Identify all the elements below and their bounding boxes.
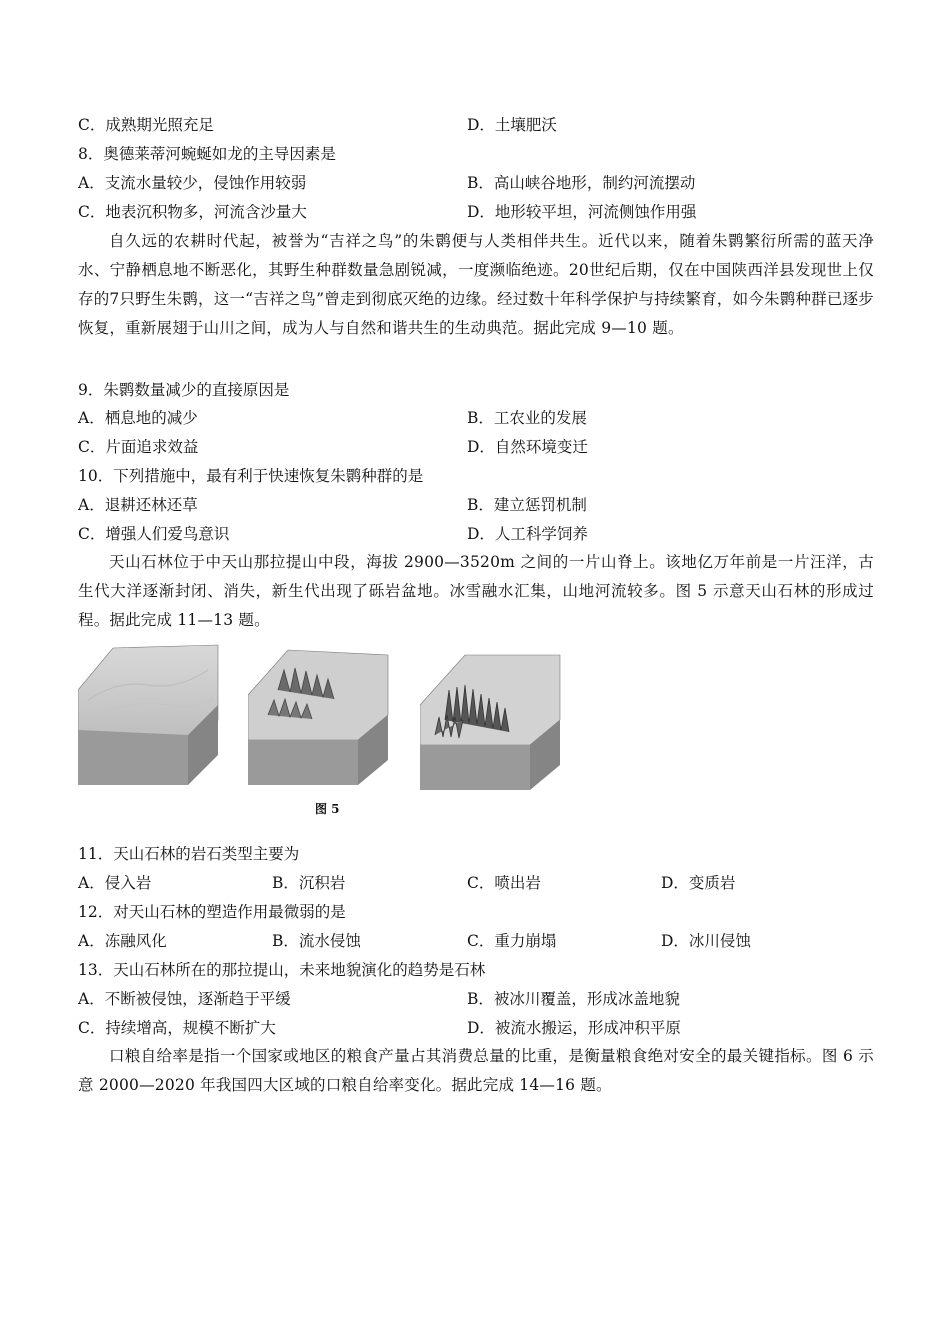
block-diagram-stage-1 xyxy=(78,640,228,790)
q10-stem: 10．下列措施中，最有利于快速恢复朱鹮种群的是 xyxy=(78,467,424,485)
q10-option-b: B．建立惩罚机制 xyxy=(467,496,587,514)
q12-option-a: A．冻融风化 xyxy=(78,932,167,950)
q13-option-d: D．被流水搬运，形成冲积平原 xyxy=(467,1019,681,1037)
q7-option-d: D．土壤肥沃 xyxy=(467,116,557,134)
q12-option-c: C．重力崩塌 xyxy=(467,932,557,950)
q11-option-b: B．沉积岩 xyxy=(272,874,346,892)
q7-option-c: C．成熟期光照充足 xyxy=(78,116,214,134)
block-diagram-stage-2 xyxy=(248,645,398,790)
q13-stem: 13．天山石林所在的那拉提山，未来地貌演化的趋势是石林 xyxy=(78,961,486,979)
q11-option-c: C．喷出岩 xyxy=(467,874,541,892)
q12-stem: 12．对天山石林的塑造作用最微弱的是 xyxy=(78,903,346,921)
q10-option-c: C．增强人们爱鸟意识 xyxy=(78,525,230,543)
q13-option-a: A．不断被侵蚀，逐渐趋于平缓 xyxy=(78,990,291,1008)
q10-option-d: D．人工科学饲养 xyxy=(467,525,588,543)
q11-option-d: D．变质岩 xyxy=(661,874,736,892)
q8-option-b: B．高山峡谷地形，制约河流摆动 xyxy=(467,174,696,192)
q11-option-a: A．侵入岩 xyxy=(78,874,152,892)
q9-stem: 9．朱鹮数量减少的直接原因是 xyxy=(78,381,290,399)
q8-stem: 8．奥德莱蒂河蜿蜒如龙的主导因素是 xyxy=(78,145,336,163)
q9-option-b: B．工农业的发展 xyxy=(467,409,587,427)
passage-stone-forest: 天山石林位于中天山那拉提山中段，海拔 2900—3520m 之间的一片山脊上。该地亿万年前是一片汪洋，古生代大洋逐渐封闭、消失，新生代出现了砾岩盆地。冰雪融水汇集，山地河流较多。图 5 示意天山石林的形成过程。据此完成 11—13 题。 xyxy=(78,553,874,629)
q8-option-a: A．支流水量较少，侵蚀作用较弱 xyxy=(78,174,307,192)
q11-stem: 11．天山石林的岩石类型主要为 xyxy=(78,845,300,863)
q10-option-a: A．退耕还林还草 xyxy=(78,496,198,514)
figure-5-caption: 图 5 xyxy=(315,802,340,816)
q8-option-c: C．地表沉积物多，河流含沙量大 xyxy=(78,203,307,221)
q9-option-d: D．自然环境变迁 xyxy=(467,438,588,456)
block-diagram-stage-3 xyxy=(420,650,565,795)
q13-option-c: C．持续增高，规模不断扩大 xyxy=(78,1019,276,1037)
passage-ibis: 自久远的农耕时代起，被誉为“吉祥之鸟”的朱鹮便与人类相伴共生。近代以来，随着朱鹮繁衍所需的蓝天净水、宁静栖息地不断恶化，其野生种群数量急剧锐减，一度濒临绝迹。20世纪后期，仅在中国陕西洋县发现世上仅存的7只野生朱鹮，这一“吉祥之鸟”曾走到彻底灭绝的边缘。经过数十年科学保护与持续繁育，如今朱鹮种群已逐步恢复，重新展翅于山川之间，成为人与自然和谐共生的生动典范。据此完成 9—10 题。 xyxy=(78,232,874,337)
passage-grain-self-sufficiency: 口粮自给率是指一个国家或地区的粮食产量占其消费总量的比重，是衡量粮食绝对安全的最关键指标。图 6 示意 2000—2020 年我国四大区域的口粮自给率变化。据此完成 14—16 题。 xyxy=(78,1047,874,1094)
q12-option-b: B．流水侵蚀 xyxy=(272,932,361,950)
q9-option-c: C．片面追求效益 xyxy=(78,438,199,456)
q8-option-d: D．地形较平坦，河流侧蚀作用强 xyxy=(467,203,697,221)
q12-option-d: D．冰川侵蚀 xyxy=(661,932,751,950)
q9-option-a: A．栖息地的减少 xyxy=(78,409,198,427)
q13-option-b: B．被冰川覆盖，形成冰盖地貌 xyxy=(467,990,680,1008)
